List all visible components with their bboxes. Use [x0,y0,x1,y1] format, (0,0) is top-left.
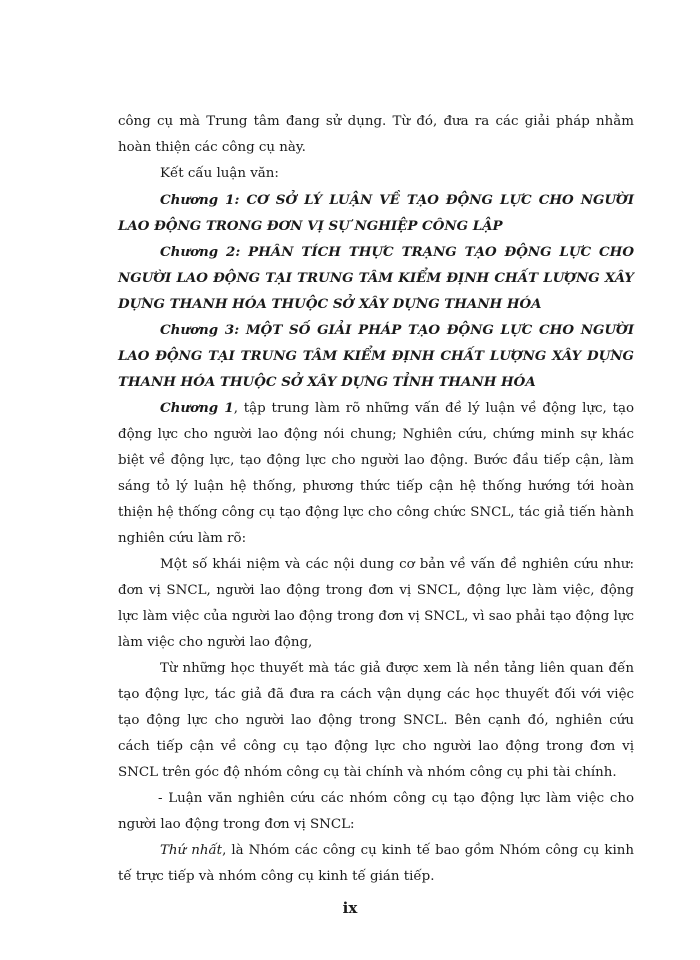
paragraph-concepts: Một số khái niệm và các nội dung cơ bản về vấn đề nghiên cứu như: đơn vị SNCL, người lao động trong đơn vị SNCL, động lực làm việc, động lực làm việc của người lao động trong đơn vị SNCL, vì sao phải tạo động lực làm việc cho người lao động, [118,557,634,650]
first-group-lead: Thứ nhất [160,843,223,858]
paragraph-first-group [118,838,634,890]
chapter-1-summary-text: , tập trung làm rõ những vấn đề lý luận về động lực, tạo động lực cho người lao động nói chung; Nghiên cứu, chứng minh sự khác biệt về động lực, tạo động lực cho người lao động. Bước đầu tiếp cận, làm sáng tỏ lý luận hệ thống, phương thức tiếp cận hệ thống hướng tới hoàn thiện hệ thống công cụ tạo động lực cho công chức SNCL, tác giả tiến hành nghiên cứu làm rõ: [118,401,635,546]
page-body [118,109,634,890]
bullet-tool-groups: - Luận văn nghiên cứu các nhóm công cụ tạo động lực làm việc cho người lao động trong đơn vị SNCL: [118,791,634,832]
paragraph-intro: công cụ mà Trung tâm đang sử dụng. Từ đó, đưa ra các giải pháp nhằm hoàn thiện các công cụ này. [118,114,634,155]
paragraph-structure-heading: Kết cấu luận văn: [160,166,279,181]
paragraph-theories: Từ những học thuyết mà tác giả được xem là nền tảng liên quan đến tạo động lực, tác giả đã đưa ra cách vận dụng các học thuyết đối với việc tạo động lực cho người lao động trong SNCL. Bên cạnh đó, nghiên cứu cách tiếp cận về công cụ tạo động lực cho người lao động trong đơn vị SNCL trên góc độ nhóm công cụ tài chính và nhóm công cụ phi tài chính. [118,661,634,780]
first-group-text: , là Nhóm các công cụ kinh tế bao gồm Nhóm công cụ kinh tế trực tiếp và nhóm công cụ kinh tế gián tiếp. [118,843,634,884]
chapter-2-title: Chương 2: PHÂN TÍCH THỰC TRẠNG TẠO ĐỘNG LỰC CHO NGƯỜI LAO ĐỘNG TẠI TRUNG TÂM KIỂM ĐỊNH CHẤT LƯỢNG XÂY DỰNG THANH HÓA THUỘC SỞ XÂY DỰNG THANH HÓA [118,244,634,312]
paragraph-chapter-1-summary [118,395,634,552]
chapter-3-title: Chương 3: MỘT SỐ GIẢI PHÁP TẠO ĐỘNG LỰC CHO NGƯỜI LAO ĐỘNG TẠI TRUNG TÂM KIỂM ĐỊNH CHẤT LƯỢNG XÂY DỰNG THANH HÓA THUỘC SỞ XÂY DỰNG TỈNH THANH HÓA [118,322,634,390]
page-number: ix [342,899,358,917]
chapter-1-lead: Chương 1 [160,400,234,416]
chapter-1-title: Chương 1: CƠ SỞ LÝ LUẬN VỀ TẠO ĐỘNG LỰC CHO NGƯỜI LAO ĐỘNG TRONG ĐƠN VỊ SỰ NGHIỆP CÔNG LẬP [118,192,634,234]
